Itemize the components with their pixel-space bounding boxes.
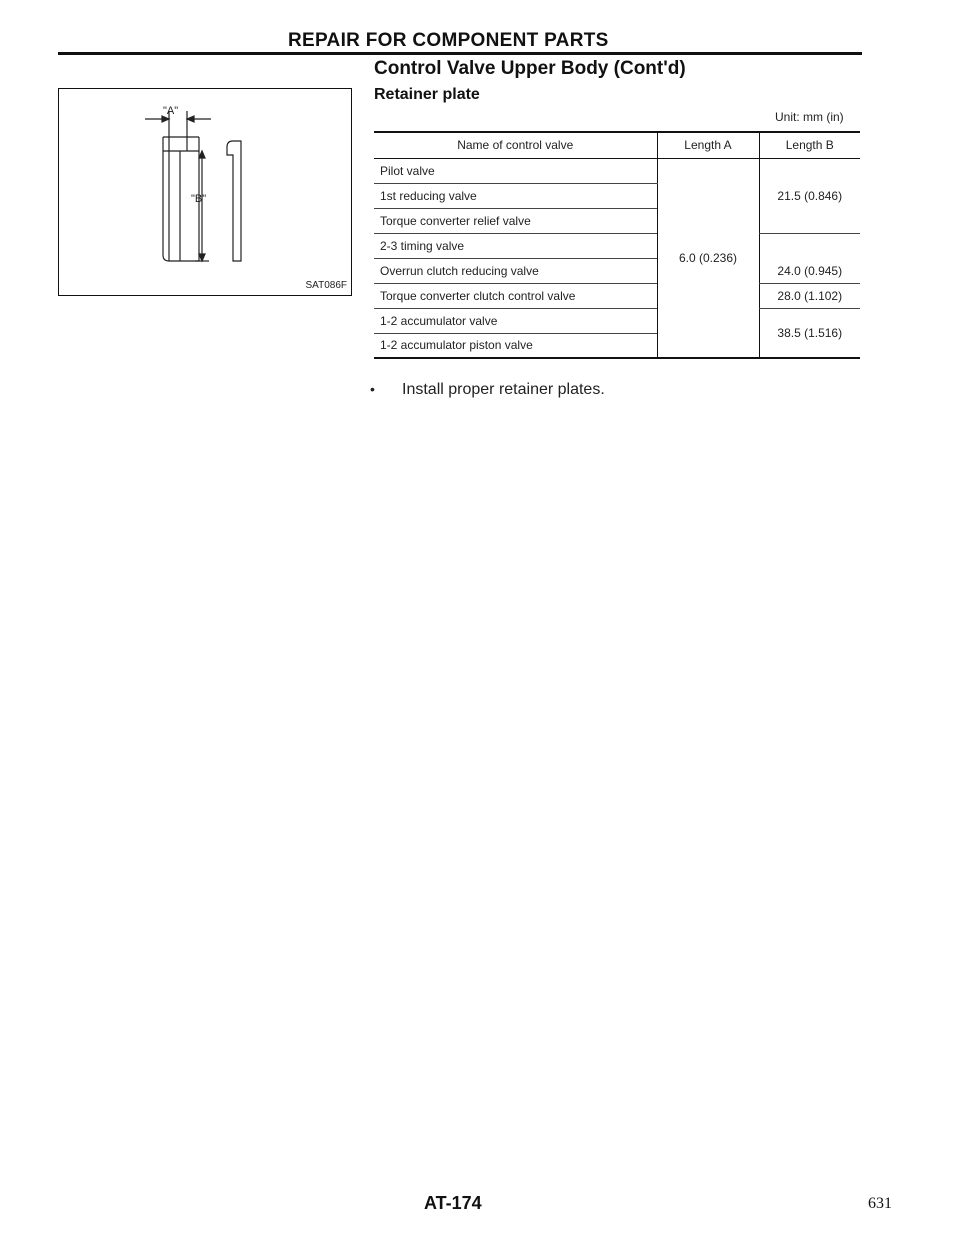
table-row (374, 283, 860, 308)
install-note (370, 381, 605, 399)
page-header-title: REPAIR FOR COMPONENT PARTS (288, 30, 609, 51)
length-a-value: 6.0 (0.236) (657, 158, 759, 358)
valve-name: 1st reducing valve (374, 183, 657, 208)
length-b-value: 24.0 (0.945) (759, 233, 860, 283)
length-b-value: 28.0 (1.102) (759, 283, 860, 308)
figure-code: SAT086F (305, 280, 347, 291)
table-row (374, 233, 860, 258)
install-note-text: Install proper retainer plates. (402, 381, 605, 398)
valve-name: Torque converter clutch control valve (374, 283, 657, 308)
header-length-b: Length B (759, 132, 860, 158)
table-row (374, 158, 860, 183)
table-row (374, 308, 860, 333)
header-name: Name of control valve (374, 132, 657, 158)
length-b-value: 38.5 (1.516) (759, 308, 860, 358)
section-title: Control Valve Upper Body (Cont'd) (374, 58, 686, 79)
bullet-icon: • (370, 381, 375, 397)
valve-name: Overrun clutch reducing valve (374, 258, 657, 283)
valve-name: Pilot valve (374, 158, 657, 183)
valve-name: 1-2 accumulator valve (374, 308, 657, 333)
valve-name: 2-3 timing valve (374, 233, 657, 258)
subsection-title: Retainer plate (374, 86, 480, 103)
valve-name: Torque converter relief valve (374, 208, 657, 233)
length-b-value: 21.5 (0.846) (759, 158, 860, 233)
arrow-a-right (187, 116, 194, 122)
header-rule (58, 52, 862, 55)
arrow-b-bottom (199, 254, 205, 261)
side-plate-outline (227, 141, 241, 261)
retainer-plate-figure (58, 88, 352, 296)
table-header-row (374, 132, 860, 158)
retainer-plate-table (374, 131, 860, 359)
valve-name: 1-2 accumulator piston valve (380, 338, 533, 353)
page-number: 631 (868, 1195, 892, 1212)
dimension-a-label: "A" (163, 105, 179, 117)
page-code: AT-174 (424, 1193, 482, 1213)
dimension-b-label: "B" (191, 193, 207, 205)
header-length-a: Length A (657, 132, 759, 158)
unit-note: Unit: mm (in) (775, 110, 844, 124)
arrow-b-top (199, 151, 205, 158)
